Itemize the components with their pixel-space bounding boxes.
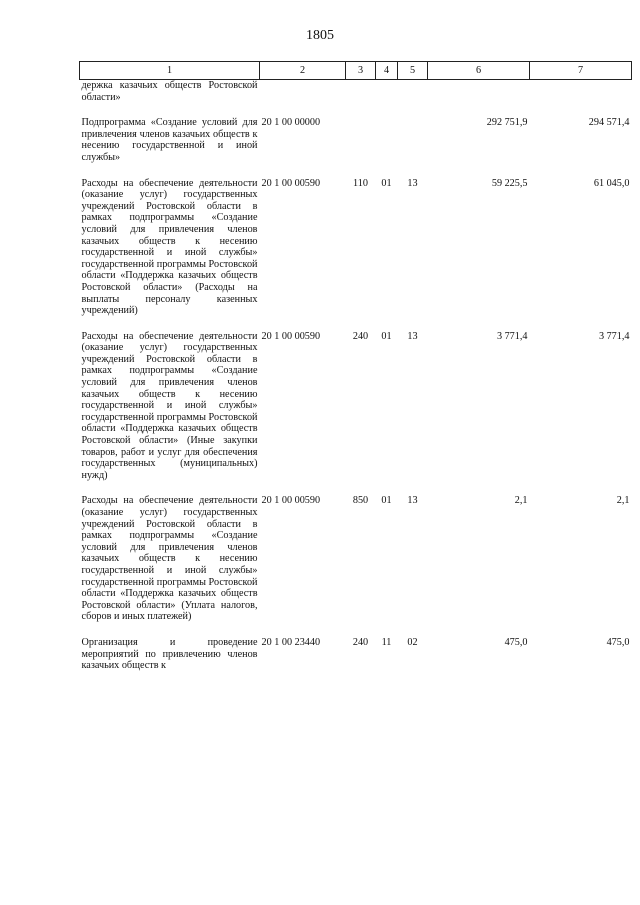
row-description: Расходы на обеспечение деятельности (оказание услуг) государственных учреждений Ростовской области в рамках подпрограммы «Создание условий для привлечения членов казачьих обществ к несению государственной и иной службы» государственной программы Ростовской области «Поддержка казачьих обществ Ростовской области» (Уплата налогов, сборов и иных платежей)	[81, 495, 258, 623]
column-header-4: 4	[376, 62, 398, 80]
row-target-code	[260, 80, 346, 104]
row-amount-col6: 2,1	[514, 495, 528, 507]
table-row	[80, 117, 632, 163]
row-target-code: 20 1 00 00000	[261, 117, 321, 129]
row-subsection: 13	[407, 330, 418, 342]
row-amount-col7: 294 571,4	[588, 117, 630, 129]
row-subsection	[398, 80, 428, 104]
row-subsection: 13	[407, 495, 418, 507]
row-amount-col7: 2,1	[616, 495, 630, 507]
column-header-6: 6	[428, 62, 530, 80]
row-section	[376, 80, 398, 104]
budget-table	[79, 61, 632, 672]
row-amount-col7	[530, 80, 632, 104]
row-target-code: 20 1 00 23440	[261, 636, 321, 648]
row-description: Подпрограмма «Создание условий для привлечения членов казачьих обществ к несению государственной и иной службы»	[81, 117, 258, 163]
row-section: 01	[381, 495, 392, 507]
row-expense-type: 110	[353, 177, 368, 189]
row-subsection	[398, 117, 428, 163]
row-target-code: 20 1 00 00590	[261, 177, 321, 189]
row-amount-col6: 292 751,9	[486, 117, 528, 129]
row-amount-col6: 59 225,5	[491, 177, 528, 189]
row-description: держка казачьих обществ Ростовской области»	[81, 80, 258, 103]
row-amount-col7: 61 045,0	[593, 177, 630, 189]
row-description: Организация и проведение мероприятий по привлечению членов казачьих обществ к	[81, 636, 258, 672]
table-row	[80, 637, 632, 672]
row-section: 01	[381, 330, 392, 342]
column-header-7: 7	[530, 62, 632, 80]
column-header-5: 5	[398, 62, 428, 80]
row-amount-col7: 3 771,4	[598, 330, 630, 342]
table-row	[80, 80, 632, 104]
column-number-row	[80, 62, 632, 80]
table-row	[80, 331, 632, 482]
table-row	[80, 178, 632, 317]
row-expense-type: 850	[352, 495, 369, 507]
row-amount-col6	[428, 80, 530, 104]
page-number: 1805	[306, 28, 334, 43]
row-target-code: 20 1 00 00590	[261, 495, 321, 507]
row-expense-type: 240	[352, 636, 369, 648]
row-description: Расходы на обеспечение деятельности (оказание услуг) государственных учреждений Ростовской области в рамках подпрограммы «Создание условий для привлечения членов казачьих обществ к несению государственной и иной службы» государственной программы Ростовской области «Поддержка казачьих обществ Ростовской области» (Расходы на выплаты персоналу казенных учреждений)	[81, 177, 258, 317]
row-section: 11	[381, 636, 392, 648]
row-subsection: 02	[407, 636, 418, 648]
row-amount-col6: 475,0	[504, 636, 528, 648]
row-section	[376, 117, 398, 163]
row-target-code: 20 1 00 00590	[261, 330, 321, 342]
table-row	[80, 495, 632, 623]
column-header-3: 3	[346, 62, 376, 80]
row-expense-type	[346, 80, 376, 104]
column-header-2: 2	[260, 62, 346, 80]
row-subsection: 13	[407, 177, 418, 189]
row-expense-type	[346, 117, 376, 163]
row-amount-col7: 475,0	[606, 636, 630, 648]
column-header-1: 1	[80, 62, 260, 80]
row-description: Расходы на обеспечение деятельности (оказание услуг) государственных учреждений Ростовской области в рамках подпрограммы «Создание условий для привлечения членов казачьих обществ к несению государственной и иной службы» государственной программы Ростовской области «Поддержка казачьих обществ Ростовской области» (Иные закупки товаров, работ и услуг для обеспечения государственных (муниципальных) нужд)	[81, 330, 258, 481]
row-section: 01	[381, 177, 392, 189]
row-amount-col6: 3 771,4	[496, 330, 528, 342]
row-expense-type: 240	[352, 330, 369, 342]
